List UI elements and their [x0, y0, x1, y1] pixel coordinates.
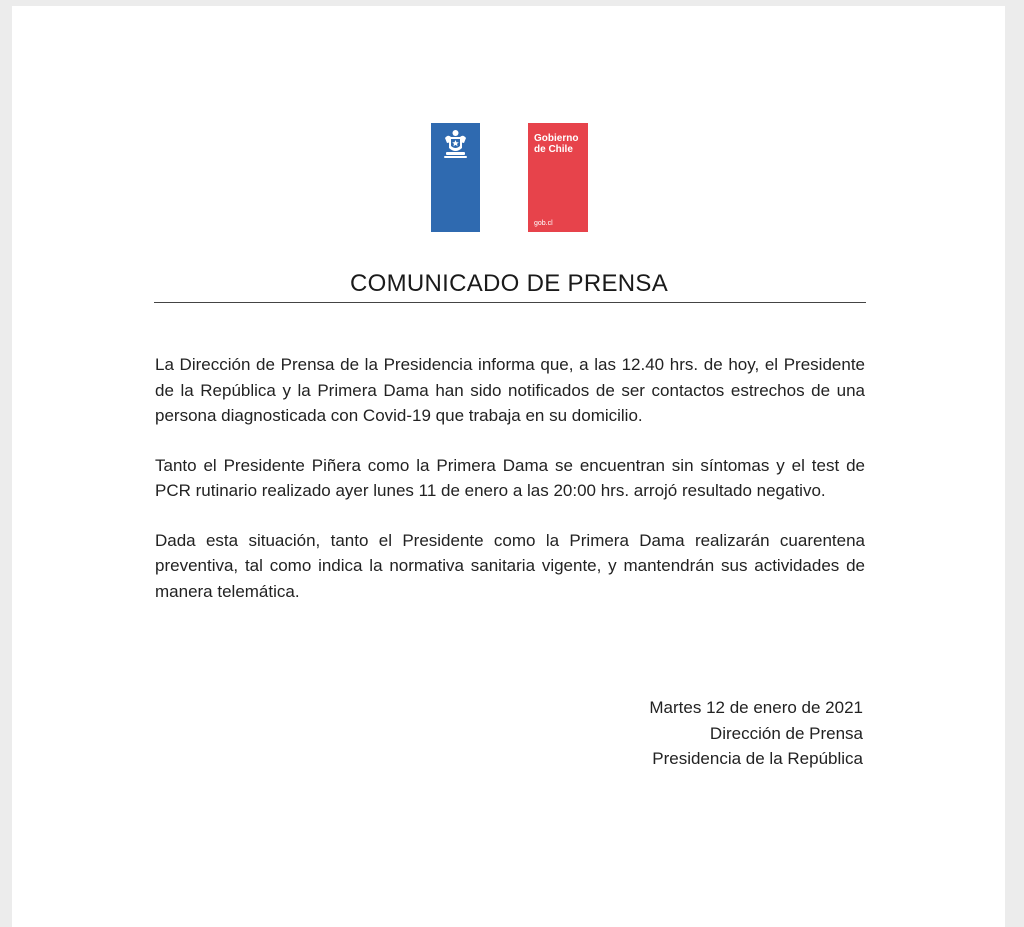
government-logo-blue	[431, 123, 480, 232]
logo-brand-text: Gobierno de Chile	[534, 133, 579, 155]
title-divider	[154, 302, 866, 303]
paragraph: Dada esta situación, tanto el Presidente como la Primera Dama realizarán cuarentena preventiva, tal como indica la normativa sanitaria vigente, y mantendrán sus actividades de manera telemática.	[155, 530, 865, 601]
logo-site-text: gob.cl	[534, 220, 553, 227]
document-page	[12, 6, 1005, 927]
paragraph: Tanto el Presidente Piñera como la Primera Dama se encuentran sin síntomas y el test de PCR rutinario realizado ayer lunes 11 de enero a las 20:00 hrs. arrojó resultado negativo.	[155, 455, 865, 500]
coat-of-arms-icon	[436, 128, 475, 162]
signature-block	[649, 695, 863, 772]
paragraph: La Dirección de Prensa de la Presidencia informa que, a las 12.40 hrs. de hoy, el Presidente de la República y la Primera Dama han sido notificados de ser contactos estrechos de una persona diagnosticada con Covid-19 que trabaja en su domicilio.	[155, 355, 865, 425]
signature-date: Martes 12 de enero de 2021	[649, 698, 863, 717]
gobierno-de-chile-logo	[528, 123, 588, 232]
signature-office: Dirección de Prensa	[709, 723, 863, 743]
document-body	[155, 352, 865, 628]
signature-institution: Presidencia de la República	[652, 749, 863, 768]
document-title: COMUNICADO DE PRENSA	[349, 270, 669, 297]
